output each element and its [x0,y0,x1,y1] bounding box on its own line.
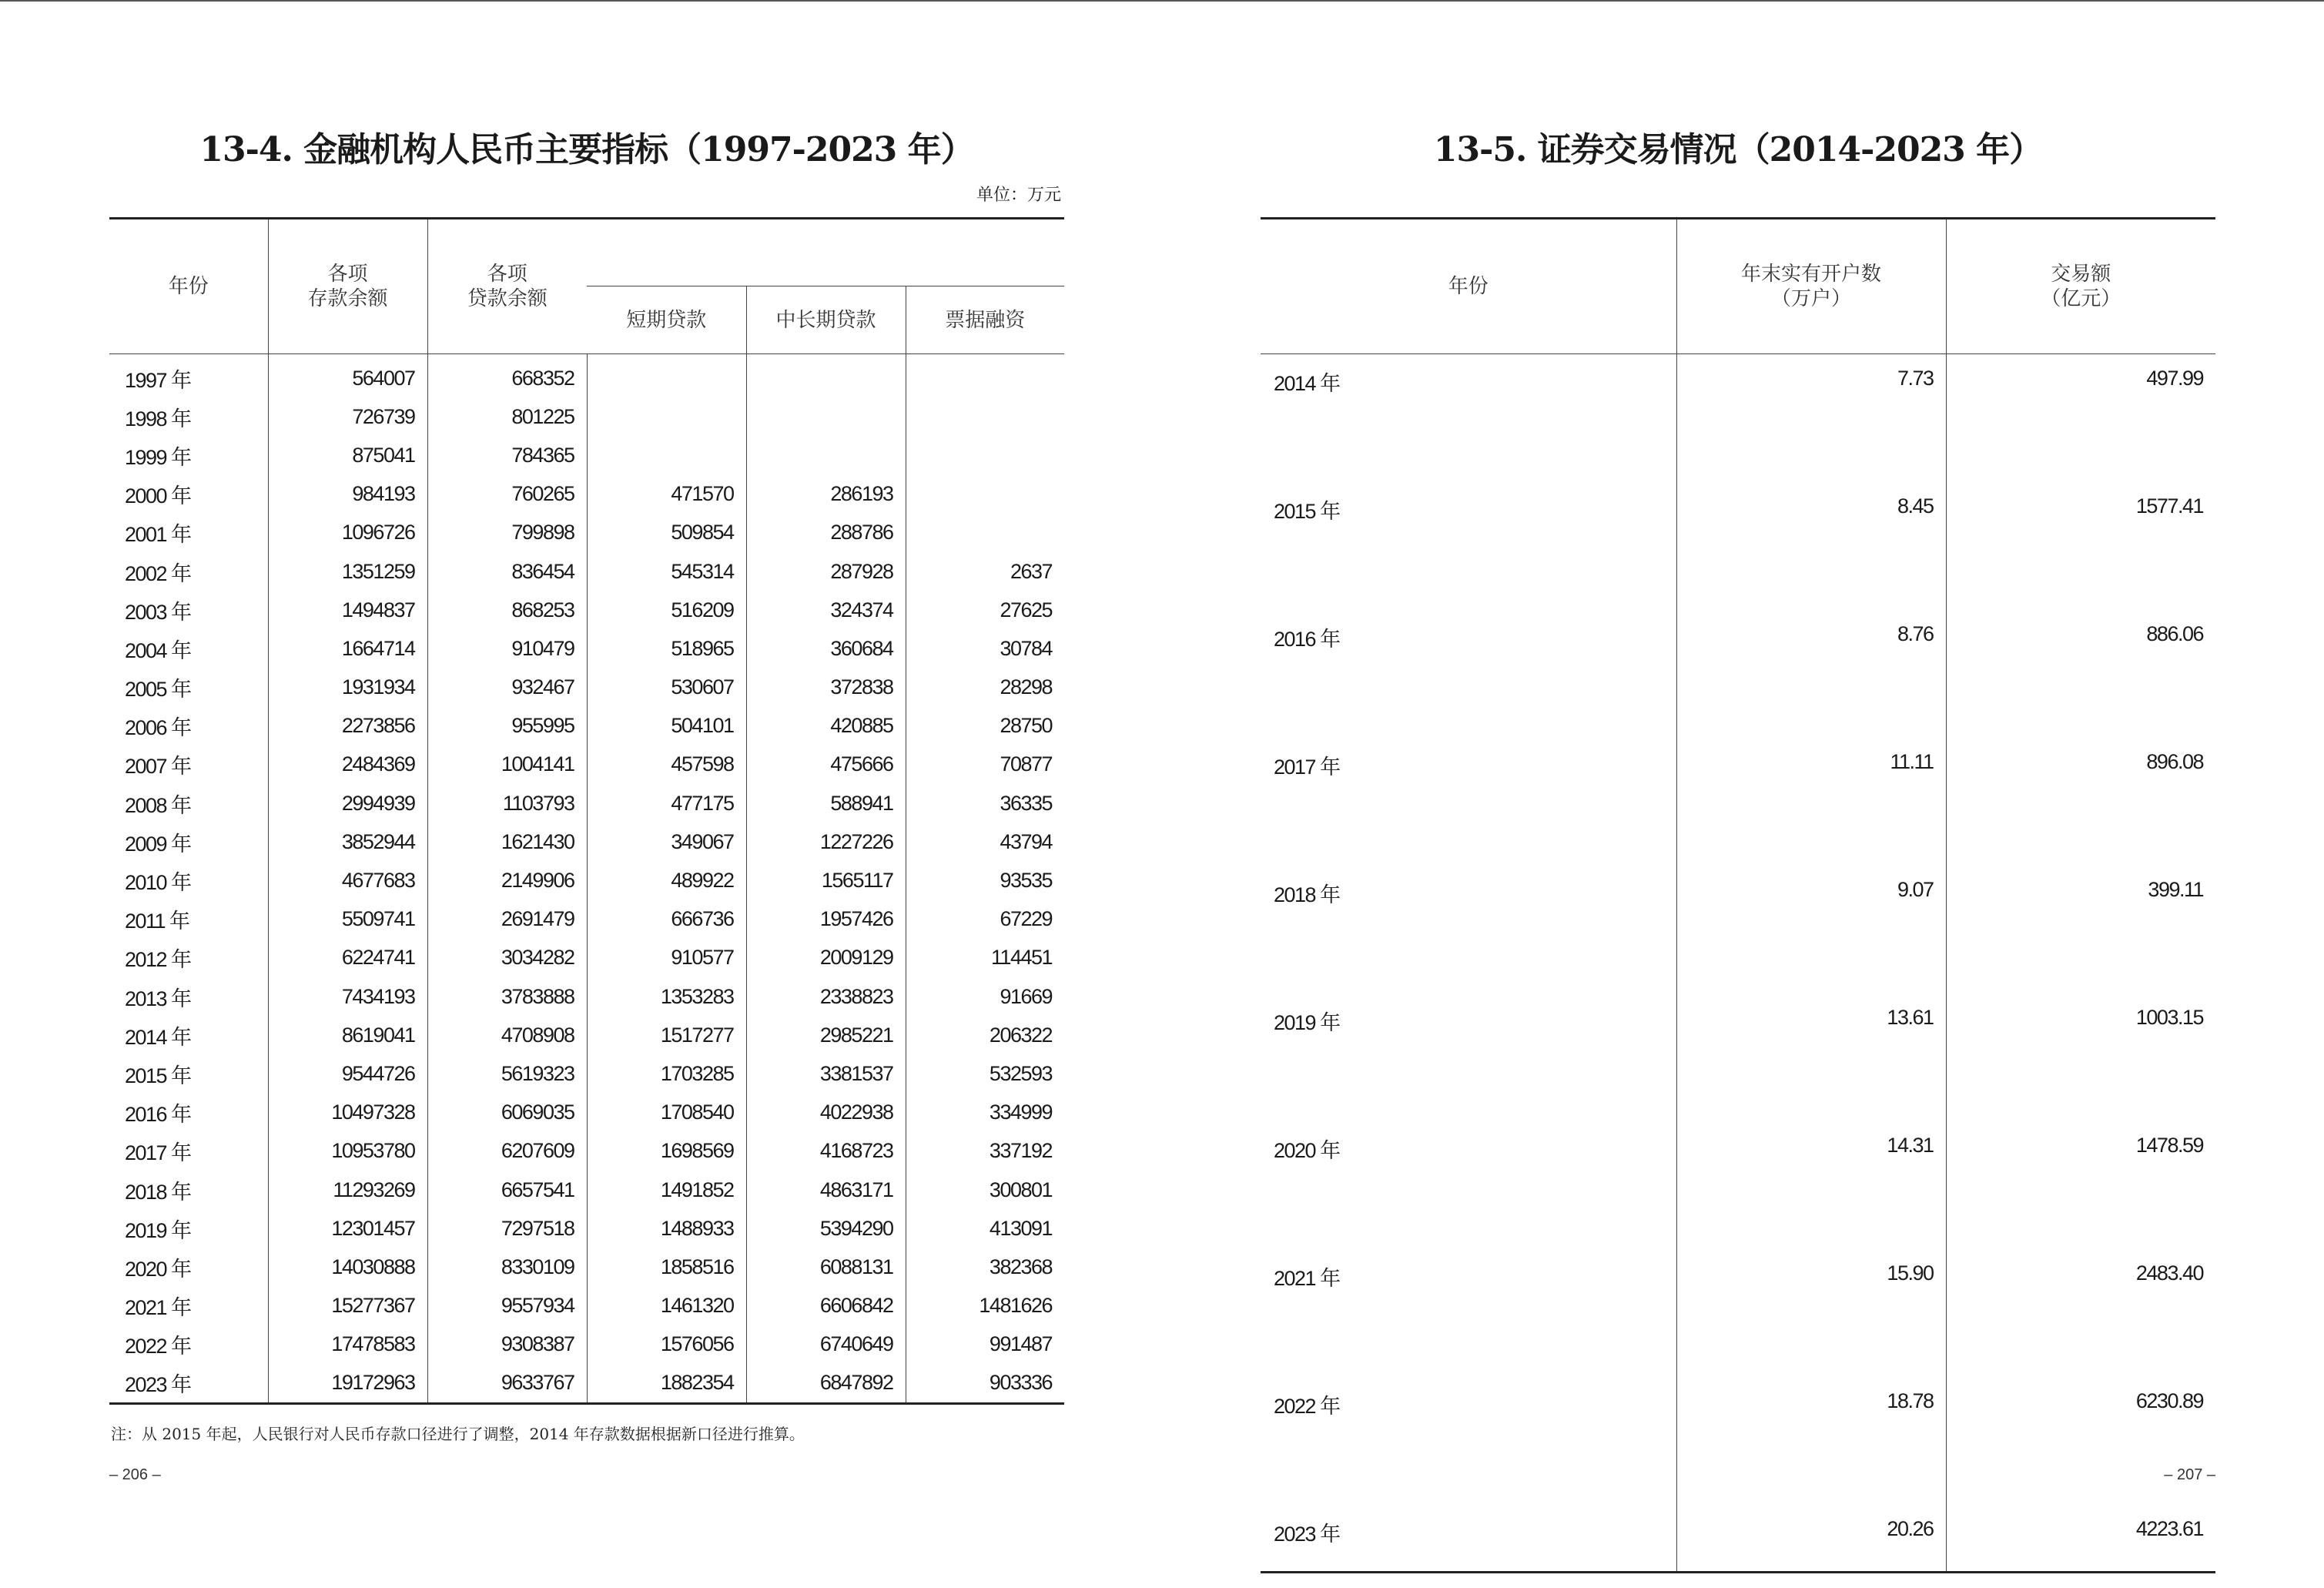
cell-loan: 668352 [427,354,587,398]
cell-short: 530607 [587,668,746,707]
cell-bill: 1481626 [906,1287,1064,1325]
cell-year: 2013 年 [125,987,191,1010]
header-mid-long-loan: 中长期贷款 [746,286,906,354]
cell-loan: 3034282 [427,939,587,977]
cell-bill: 28750 [906,707,1064,745]
cell-deposit: 1931934 [268,668,427,707]
cell-year: 2018 年 [125,1180,191,1204]
cell-volume: 497.99 [1946,354,2215,483]
cell-year: 2008 年 [125,793,191,817]
cell-year: 2010 年 [125,871,191,895]
cell-loan: 6069035 [427,1094,587,1132]
cell-mid [746,397,906,436]
cell-short [587,397,746,436]
table-row [109,1171,1064,1209]
cell-mid: 475666 [746,745,906,784]
cell-volume: 2483.40 [1946,1249,2215,1377]
cell-bill: 67229 [906,900,1064,939]
cell-mid: 6606842 [746,1287,906,1325]
cell-loan: 9557934 [427,1287,587,1325]
cell-loan: 955995 [427,707,587,745]
cell-year: 2009 年 [125,832,191,856]
cell-mid: 2009129 [746,939,906,977]
cell-loan: 6207609 [427,1132,587,1171]
cell-deposit: 15277367 [268,1287,427,1325]
cell-bill: 337192 [906,1132,1064,1171]
cell-year: 2011 年 [125,910,189,933]
cell-mid: 287928 [746,552,906,591]
cell-year: 1998 年 [125,407,191,431]
cell-short: 1576056 [587,1325,746,1364]
table-row [1261,354,2215,483]
cell-short: 518965 [587,629,746,668]
cell-loan: 1004141 [427,745,587,784]
table-row [109,1287,1064,1325]
cell-loan: 9633767 [427,1364,587,1404]
cell-bill: 114451 [906,939,1064,977]
cell-deposit: 984193 [268,475,427,514]
cell-deposit: 14030888 [268,1248,427,1286]
table-row [109,354,1064,398]
table-row [109,939,1064,977]
table-row [109,1364,1064,1404]
securities-trading-body [1261,354,2215,1573]
cell-accounts: 8.45 [1676,482,1946,610]
cell-bill: 334999 [906,1094,1064,1132]
cell-year: 2019 年 [125,1218,191,1242]
cell-bill: 991487 [906,1325,1064,1364]
cell-year: 2018 年 [1274,883,1340,906]
cell-short [587,354,746,398]
cell-year: 2020 年 [125,1257,191,1281]
cell-mid: 588941 [746,784,906,822]
cell-short: 545314 [587,552,746,591]
cell-loan: 801225 [427,397,587,436]
cell-mid: 324374 [746,591,906,629]
cell-deposit: 10497328 [268,1094,427,1132]
cell-bill: 206322 [906,1016,1064,1054]
table-row [109,1094,1064,1132]
cell-bill: 43794 [906,822,1064,861]
cell-loan: 1621430 [427,822,587,861]
cell-volume: 896.08 [1946,738,2215,866]
cell-volume: 6230.89 [1946,1377,2215,1505]
cell-deposit: 1664714 [268,629,427,668]
cell-bill [906,354,1064,398]
cell-short: 1461320 [587,1287,746,1325]
cell-accounts: 20.26 [1676,1505,1946,1573]
table-row [109,1248,1064,1286]
cell-year: 2022 年 [125,1335,191,1359]
cell-year: 2012 年 [125,948,191,972]
cell-bill [906,436,1064,474]
cell-mid [746,354,906,398]
cell-mid: 6740649 [746,1325,906,1364]
cell-year: 2015 年 [125,1064,191,1087]
cell-deposit: 5509741 [268,900,427,939]
cell-mid: 2985221 [746,1016,906,1054]
cell-mid: 6088131 [746,1248,906,1286]
table-row [109,784,1064,822]
table-row [1261,1121,2215,1249]
header-deposit: 各项 存款余额 [268,219,427,354]
cell-bill: 70877 [906,745,1064,784]
table-row [109,1209,1064,1248]
cell-mid: 1227226 [746,822,906,861]
cell-short: 1703285 [587,1054,746,1093]
cell-loan: 9308387 [427,1325,587,1364]
cell-accounts: 9.07 [1676,866,1946,993]
cell-bill: 36335 [906,784,1064,822]
cell-loan: 799898 [427,514,587,552]
cell-year: 2006 年 [125,716,191,740]
header-year-right: 年份 [1448,275,1488,298]
cell-mid: 288786 [746,514,906,552]
cell-bill [906,514,1064,552]
header-accounts: 年末实有开户数 （万户） [1676,219,1946,354]
financial-indicators-table [109,217,1064,1405]
cell-deposit: 9544726 [268,1054,427,1093]
cell-deposit: 1351259 [268,552,427,591]
cell-volume: 886.06 [1946,610,2215,738]
cell-loan: 910479 [427,629,587,668]
cell-short: 489922 [587,861,746,900]
cell-mid: 420885 [746,707,906,745]
table-row [109,745,1064,784]
table-row [1261,993,2215,1121]
cell-deposit: 10953780 [268,1132,427,1171]
cell-short: 1517277 [587,1016,746,1054]
header-volume: 交易额 （亿元） [1946,219,2215,354]
cell-bill: 413091 [906,1209,1064,1248]
cell-year: 2001 年 [125,523,191,547]
cell-bill: 27625 [906,591,1064,629]
header-short-loan: 短期贷款 [587,286,746,354]
cell-accounts: 14.31 [1676,1121,1946,1249]
table-row [109,397,1064,436]
cell-loan: 836454 [427,552,587,591]
cell-volume: 1003.15 [1946,993,2215,1121]
cell-year: 2003 年 [125,600,191,624]
cell-year: 2016 年 [125,1103,191,1127]
cell-year: 2021 年 [1274,1267,1340,1290]
table-row [109,475,1064,514]
header-year: 年份 [168,275,209,298]
cell-loan: 760265 [427,475,587,514]
cell-volume: 1577.41 [1946,482,2215,610]
cell-short: 1353283 [587,977,746,1016]
cell-accounts: 18.78 [1676,1377,1946,1505]
cell-short: 910577 [587,939,746,977]
cell-deposit: 726739 [268,397,427,436]
page-number-left: – 206 – [109,1466,161,1483]
cell-year: 2015 年 [1274,500,1340,523]
cell-short: 1488933 [587,1209,746,1248]
cell-year: 1999 年 [125,445,191,469]
cell-mid: 1957426 [746,900,906,939]
cell-loan: 6657541 [427,1171,587,1209]
cell-mid: 4168723 [746,1132,906,1171]
cell-deposit: 12301457 [268,1209,427,1248]
table-row [109,591,1064,629]
cell-short: 471570 [587,475,746,514]
cell-year: 2000 年 [125,484,191,508]
cell-deposit: 8619041 [268,1016,427,1054]
cell-mid: 4022938 [746,1094,906,1132]
table-note: 注：从 2015 年起，人民银行对人民币存款口径进行了调整，2014 年存款数据根据新口径进行推算。 [111,1425,805,1443]
cell-mid: 286193 [746,475,906,514]
cell-deposit: 1494837 [268,591,427,629]
table-row [1261,1249,2215,1377]
cell-year: 2014 年 [125,1025,191,1049]
cell-short: 666736 [587,900,746,939]
cell-mid: 6847892 [746,1364,906,1404]
left-table-title: 13-4. 金融机构人民币主要指标（1997-2023 年） [199,130,974,169]
table-row [109,861,1064,900]
table-row [109,552,1064,591]
cell-bill: 93535 [906,861,1064,900]
cell-year: 2021 年 [125,1296,191,1320]
cell-short: 349067 [587,822,746,861]
cell-deposit: 3852944 [268,822,427,861]
cell-year: 2022 年 [1274,1395,1340,1418]
cell-bill: 382368 [906,1248,1064,1286]
cell-mid: 2338823 [746,977,906,1016]
cell-deposit: 875041 [268,436,427,474]
cell-accounts: 7.73 [1676,354,1946,483]
cell-deposit: 7434193 [268,977,427,1016]
cell-bill: 2637 [906,552,1064,591]
cell-year: 2019 年 [1274,1011,1340,1034]
cell-loan: 2691479 [427,900,587,939]
cell-bill: 300801 [906,1171,1064,1209]
cell-year: 1997 年 [125,368,191,392]
cell-bill: 903336 [906,1364,1064,1404]
cell-bill [906,475,1064,514]
cell-short: 1708540 [587,1094,746,1132]
cell-year: 2002 年 [125,561,191,585]
cell-year: 2023 年 [125,1373,191,1397]
cell-year: 2020 年 [1274,1139,1340,1162]
cell-short [587,436,746,474]
table-row [109,629,1064,668]
table-row [1261,610,2215,738]
cell-short: 477175 [587,784,746,822]
header-bill-financing: 票据融资 [906,286,1064,354]
financial-indicators-body [109,354,1064,1404]
cell-mid [746,436,906,474]
table-row [1261,1505,2215,1573]
cell-mid: 5394290 [746,1209,906,1248]
table-row [1261,1377,2215,1505]
cell-year: 2004 年 [125,638,191,662]
table-row [109,1054,1064,1093]
cell-short: 504101 [587,707,746,745]
table-row [109,436,1064,474]
cell-loan: 784365 [427,436,587,474]
cell-deposit: 11293269 [268,1171,427,1209]
cell-bill [906,397,1064,436]
cell-deposit: 2273856 [268,707,427,745]
cell-short: 509854 [587,514,746,552]
cell-loan: 7297518 [427,1209,587,1248]
cell-loan: 2149906 [427,861,587,900]
cell-deposit: 19172963 [268,1364,427,1404]
table-row [1261,866,2215,993]
cell-short: 457598 [587,745,746,784]
cell-bill: 91669 [906,977,1064,1016]
cell-short: 1858516 [587,1248,746,1286]
cell-short: 1882354 [587,1364,746,1404]
table-row [1261,738,2215,866]
table-row [109,1325,1064,1364]
table-row [109,900,1064,939]
cell-year: 2014 年 [1274,372,1340,395]
cell-deposit: 1096726 [268,514,427,552]
cell-accounts: 13.61 [1676,993,1946,1121]
header-loan: 各项 贷款余额 [427,219,587,354]
table-row [109,1016,1064,1054]
cell-bill: 28298 [906,668,1064,707]
cell-year: 2005 年 [125,678,191,702]
cell-accounts: 8.76 [1676,610,1946,738]
cell-loan: 3783888 [427,977,587,1016]
securities-trading-table [1261,217,2215,1573]
table-row [109,668,1064,707]
table-row [109,514,1064,552]
header-loan-group [587,219,1064,286]
cell-loan: 4708908 [427,1016,587,1054]
cell-deposit: 2484369 [268,745,427,784]
cell-accounts: 11.11 [1676,738,1946,866]
cell-deposit: 2994939 [268,784,427,822]
cell-volume: 399.11 [1946,866,2215,993]
cell-mid: 1565117 [746,861,906,900]
table-row [109,977,1064,1016]
cell-year: 2017 年 [125,1141,191,1165]
cell-year: 2007 年 [125,755,191,779]
cell-accounts: 15.90 [1676,1249,1946,1377]
cell-mid: 360684 [746,629,906,668]
cell-loan: 8330109 [427,1248,587,1286]
cell-loan: 5619323 [427,1054,587,1093]
cell-mid: 372838 [746,668,906,707]
table-row [109,822,1064,861]
cell-loan: 1103793 [427,784,587,822]
table-row [1261,482,2215,610]
cell-volume: 1478.59 [1946,1121,2215,1249]
cell-mid: 4863171 [746,1171,906,1209]
page-number-right: – 207 – [2164,1466,2215,1483]
cell-year: 2017 年 [1274,755,1340,779]
cell-loan: 868253 [427,591,587,629]
cell-deposit: 564007 [268,354,427,398]
cell-short: 1698569 [587,1132,746,1171]
unit-label: 单位：万元 [976,186,1061,205]
cell-short: 1491852 [587,1171,746,1209]
cell-volume: 4223.61 [1946,1505,2215,1573]
cell-mid: 3381537 [746,1054,906,1093]
cell-deposit: 6224741 [268,939,427,977]
right-table-title: 13-5. 证券交易情况（2014-2023 年） [1433,130,2043,169]
table-row [109,1132,1064,1171]
table-row [109,707,1064,745]
cell-short: 516209 [587,591,746,629]
cell-deposit: 4677683 [268,861,427,900]
cell-year: 2016 年 [1274,628,1340,651]
cell-year: 2023 年 [1274,1523,1340,1546]
cell-bill: 30784 [906,629,1064,668]
cell-deposit: 17478583 [268,1325,427,1364]
cell-loan: 932467 [427,668,587,707]
top-border-line [0,0,2324,2]
cell-bill: 532593 [906,1054,1064,1093]
